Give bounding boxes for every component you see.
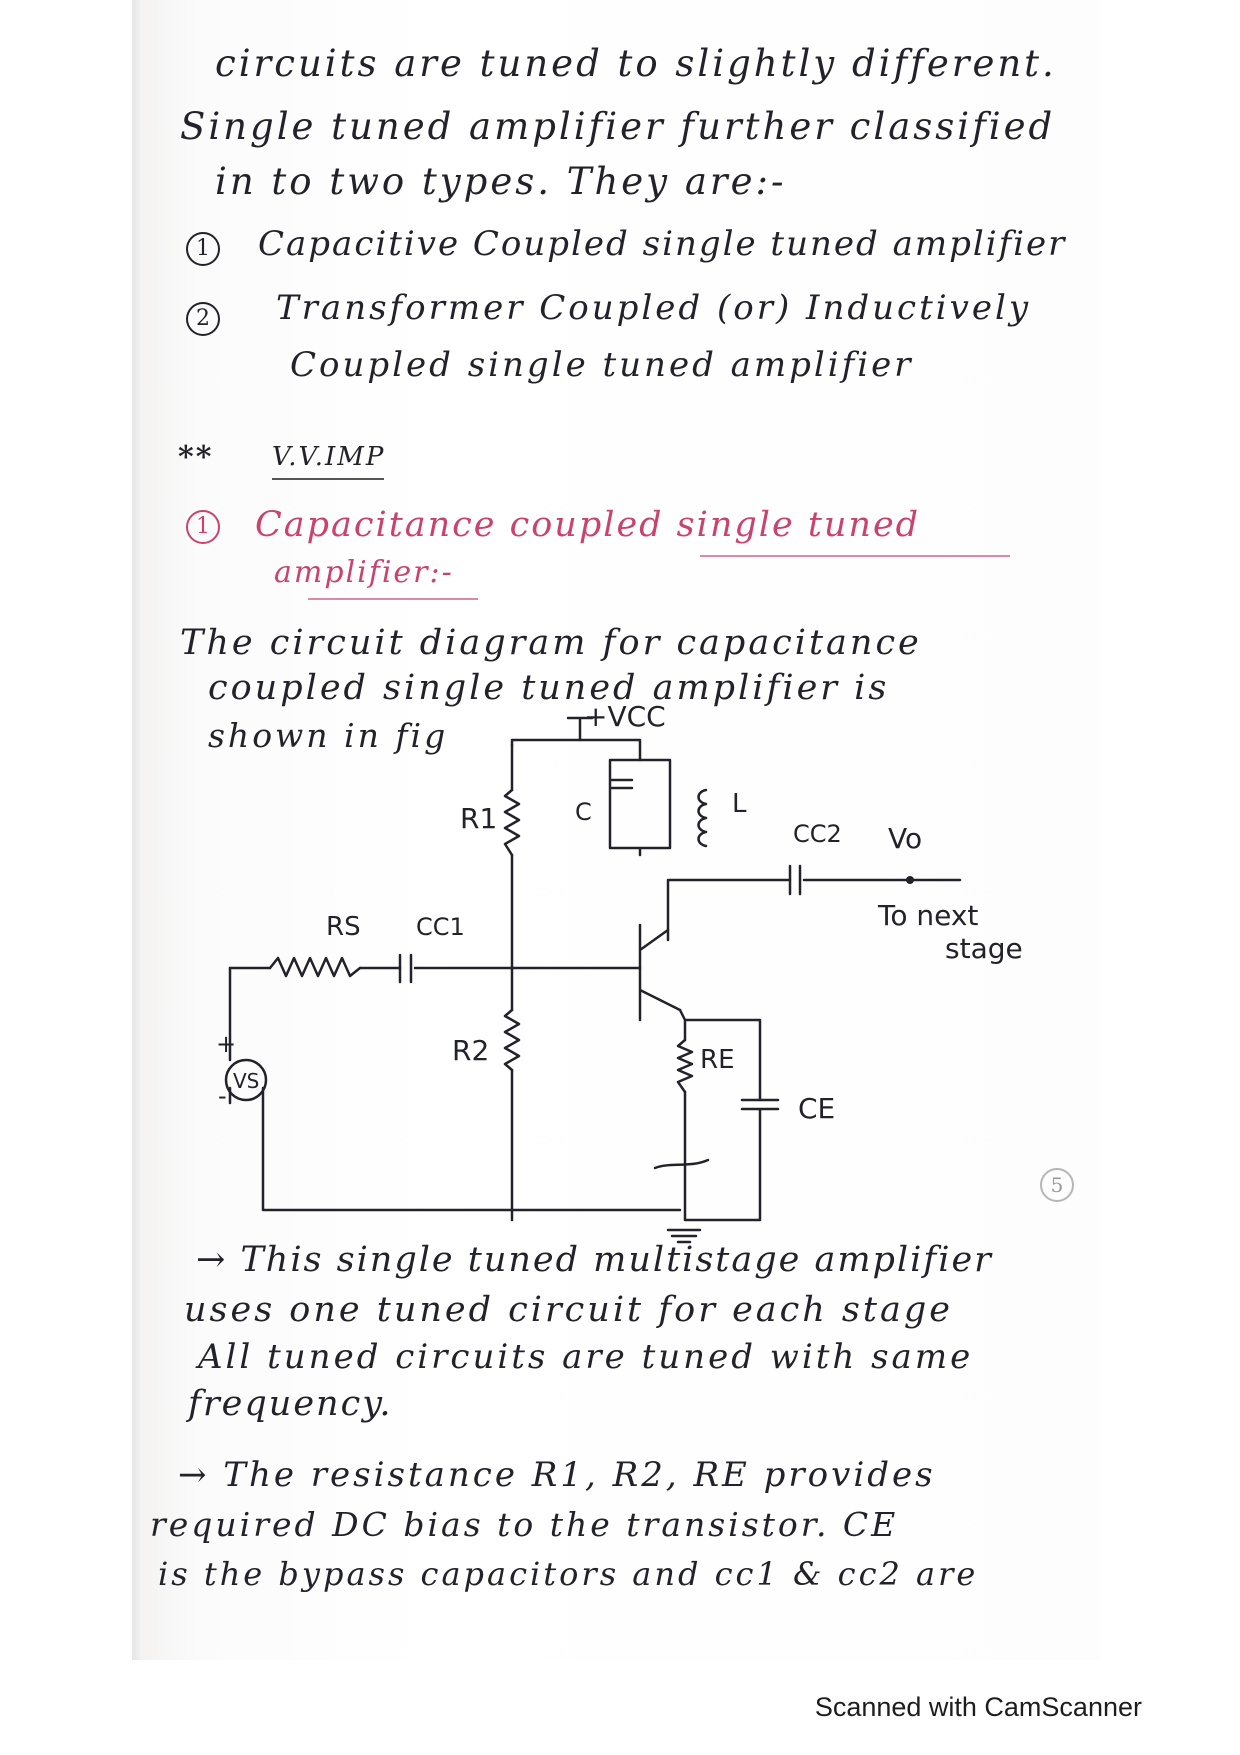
cc1-label: CC1	[416, 913, 465, 941]
list-item: Transformer Coupled (or) Inductively	[276, 288, 1032, 328]
rs-label: RS	[326, 912, 361, 942]
capacitor-c	[612, 780, 632, 788]
star-marker: **	[178, 440, 214, 475]
output-node	[906, 876, 914, 884]
to-next-label: To next	[878, 899, 979, 932]
text-line: required DC bias to the transistor. CE	[150, 1505, 899, 1544]
ce-label: CE	[798, 1092, 836, 1125]
transistor	[640, 925, 680, 1020]
l-label: L	[732, 789, 747, 819]
re-label: RE	[700, 1045, 735, 1075]
capacitor-ce	[742, 1100, 778, 1109]
tank-circuit	[610, 760, 670, 855]
plus-sign: +	[216, 1030, 237, 1058]
r2-label: R2	[452, 1034, 490, 1067]
vs-label: VS	[233, 1069, 260, 1093]
heading-number: 1	[186, 510, 220, 544]
emitter-wire	[680, 1010, 760, 1220]
text-line: shown in fig	[208, 716, 449, 755]
section-heading-cont: amplifier:-	[274, 555, 454, 590]
text-line: circuits are tuned to slightly different.	[215, 42, 1057, 85]
scanner-watermark: Scanned with CamScanner	[814, 1692, 1142, 1722]
text-line: is the bypass capacitors and cc1 & cc2 are	[158, 1555, 979, 1593]
minus-sign: -	[218, 1082, 227, 1110]
importance-tag: V.V.IMP	[272, 442, 386, 472]
text-line: Single tuned amplifier further classified	[180, 105, 1056, 148]
c-label: C	[575, 798, 592, 826]
text-line: frequency.	[188, 1384, 393, 1424]
resistor-r2	[505, 1010, 519, 1070]
vcc-rail	[512, 740, 640, 760]
scribble-mark	[655, 1160, 708, 1168]
text-line: → The resistance R1, R2, RE provides	[178, 1455, 936, 1495]
list-item: Capacitive Coupled single tuned amplifier	[258, 224, 1067, 264]
r1-label: R1	[460, 802, 498, 835]
resistor-r1	[505, 790, 519, 855]
margin-number: 5	[1040, 1168, 1074, 1202]
text-line: coupled single tuned amplifier is	[208, 668, 890, 708]
vo-label: Vo	[888, 822, 923, 855]
text-line: All tuned circuits are tuned with same	[198, 1337, 974, 1377]
list-item: Coupled single tuned amplifier	[290, 345, 914, 385]
capacitor-cc1	[400, 955, 411, 982]
text-line: The circuit diagram for capacitance	[180, 623, 922, 663]
text-line: uses one tuned circuit for each stage	[184, 1290, 953, 1330]
vcc-label: +VCC	[584, 700, 666, 733]
inductor-l	[699, 790, 707, 846]
text-line: in to two types. They are:-	[215, 160, 787, 203]
capacitor-cc2	[790, 866, 800, 894]
text-line: → This single tuned multistage amplifier	[196, 1240, 993, 1280]
list-number-2: 2	[186, 302, 220, 336]
section-heading: Capacitance coupled single tuned	[255, 505, 921, 545]
resistor-rs	[270, 958, 360, 976]
list-number-1: 1	[186, 232, 220, 266]
cc2-label: CC2	[793, 820, 842, 848]
source-wire	[230, 968, 680, 1210]
resistor-re	[678, 1040, 692, 1092]
stage-label: stage	[945, 932, 1023, 965]
